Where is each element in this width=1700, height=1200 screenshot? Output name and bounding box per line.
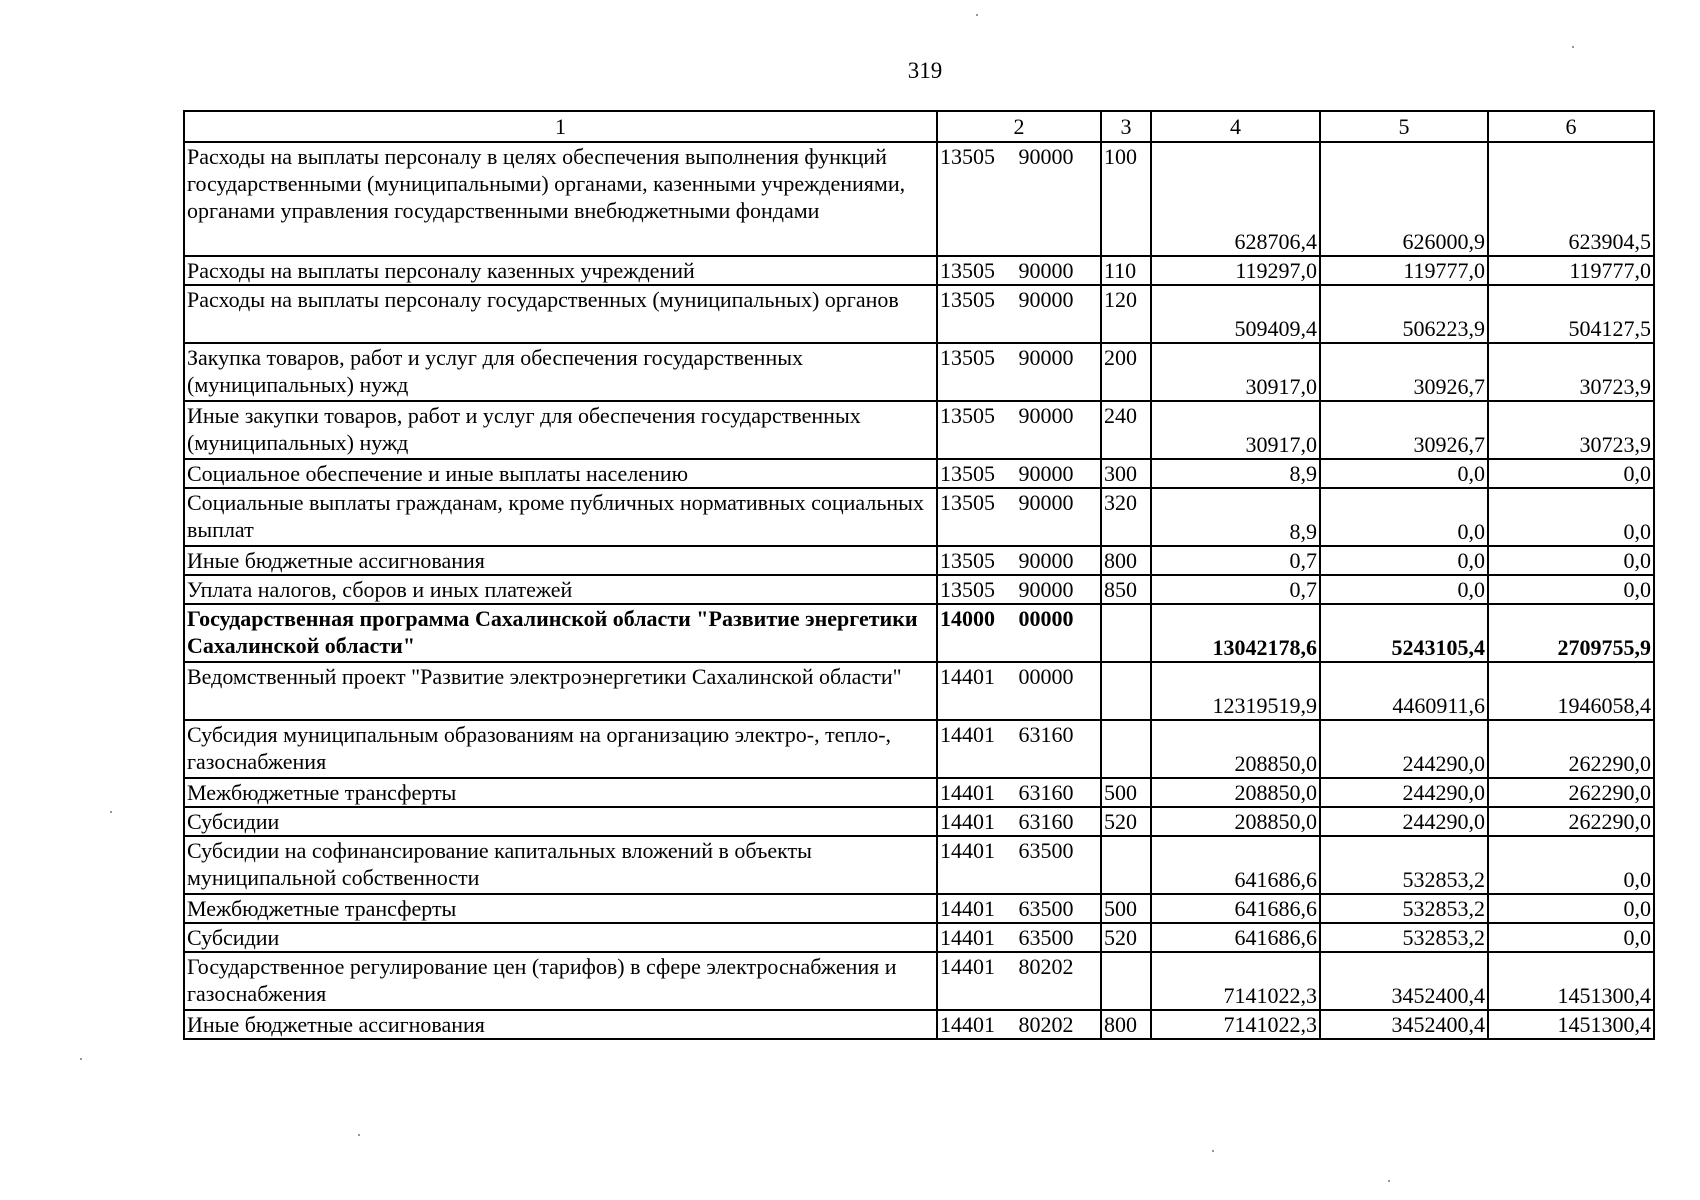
scan-speck (1572, 46, 1574, 48)
row-name: Субсидии (184, 923, 937, 952)
row-value-4: 208850,0 (1151, 720, 1320, 778)
row-value-6: 262290,0 (1488, 778, 1654, 807)
row-value-5: 532853,2 (1320, 923, 1488, 952)
row-value-4: 0,7 (1151, 546, 1320, 575)
row-value-5: 0,0 (1320, 488, 1488, 546)
row-value-6: 2709755,9 (1488, 604, 1654, 662)
row-name: Государственная программа Сахалинской области "Развитие энергетики Сахалинской области" (184, 604, 937, 662)
row-expense-type: 520 (1101, 923, 1151, 952)
row-value-4: 641686,6 (1151, 894, 1320, 923)
row-expense-type: 800 (1101, 546, 1151, 575)
row-value-5: 119777,0 (1320, 256, 1488, 285)
row-expense-type: 500 (1101, 778, 1151, 807)
row-code: 13505 90000 (937, 546, 1101, 575)
row-code: 14401 80202 (937, 1010, 1101, 1039)
row-value-5: 244290,0 (1320, 720, 1488, 778)
row-expense-type (1101, 662, 1151, 720)
row-code: 13505 90000 (937, 256, 1101, 285)
row-value-5: 3452400,4 (1320, 1010, 1488, 1039)
row-value-6: 0,0 (1488, 459, 1654, 488)
table-row (184, 720, 1654, 778)
table-row (184, 604, 1654, 662)
row-value-4: 30917,0 (1151, 343, 1320, 401)
row-value-4: 119297,0 (1151, 256, 1320, 285)
table-row (184, 836, 1654, 894)
row-value-4: 509409,4 (1151, 285, 1320, 343)
table-row (184, 894, 1654, 923)
row-value-6: 623904,5 (1488, 142, 1654, 256)
row-value-4: 0,7 (1151, 575, 1320, 604)
row-value-6: 0,0 (1488, 923, 1654, 952)
table-row (184, 778, 1654, 807)
table-row (184, 142, 1654, 256)
row-expense-type: 500 (1101, 894, 1151, 923)
row-code: 13505 90000 (937, 285, 1101, 343)
row-value-4: 12319519,9 (1151, 662, 1320, 720)
row-value-4: 208850,0 (1151, 807, 1320, 836)
row-value-6: 0,0 (1488, 488, 1654, 546)
row-value-6: 30723,9 (1488, 401, 1654, 459)
row-value-5: 30926,7 (1320, 343, 1488, 401)
table-row (184, 546, 1654, 575)
row-expense-type: 120 (1101, 285, 1151, 343)
row-value-4: 8,9 (1151, 459, 1320, 488)
row-expense-type: 110 (1101, 256, 1151, 285)
page-number: 319 (907, 58, 943, 83)
row-value-4: 7141022,3 (1151, 952, 1320, 1010)
table-row (184, 662, 1654, 720)
row-value-6: 30723,9 (1488, 343, 1654, 401)
row-code: 14401 63500 (937, 836, 1101, 894)
row-value-5: 506223,9 (1320, 285, 1488, 343)
row-value-6: 0,0 (1488, 894, 1654, 923)
row-name: Межбюджетные трансферты (184, 778, 937, 807)
row-value-5: 0,0 (1320, 459, 1488, 488)
column-header-3: 3 (1101, 111, 1151, 142)
row-value-6: 262290,0 (1488, 807, 1654, 836)
scan-speck (80, 1058, 82, 1060)
row-expense-type: 100 (1101, 142, 1151, 256)
scan-speck (976, 14, 978, 16)
row-expense-type (1101, 604, 1151, 662)
row-name: Закупка товаров, работ и услуг для обеспечения государственных (муниципальных) нужд (184, 343, 937, 401)
scan-speck (358, 1134, 360, 1136)
row-value-5: 532853,2 (1320, 894, 1488, 923)
column-header-6: 6 (1488, 111, 1654, 142)
row-name: Иные бюджетные ассигнования (184, 1010, 937, 1039)
row-value-4: 208850,0 (1151, 778, 1320, 807)
row-expense-type (1101, 720, 1151, 778)
row-code: 13505 90000 (937, 343, 1101, 401)
row-value-4: 641686,6 (1151, 923, 1320, 952)
row-value-6: 504127,5 (1488, 285, 1654, 343)
row-code: 14401 00000 (937, 662, 1101, 720)
row-value-6: 119777,0 (1488, 256, 1654, 285)
row-expense-type (1101, 836, 1151, 894)
row-name: Иные закупки товаров, работ и услуг для обеспечения государственных (муниципальных) нужд (184, 401, 937, 459)
row-value-6: 0,0 (1488, 546, 1654, 575)
row-code: 14000 00000 (937, 604, 1101, 662)
row-code: 13505 90000 (937, 575, 1101, 604)
column-header-4: 4 (1151, 111, 1320, 142)
row-code: 13505 90000 (937, 142, 1101, 256)
row-name: Иные бюджетные ассигнования (184, 546, 937, 575)
scan-speck (1388, 1180, 1390, 1182)
table-header-row (184, 111, 1654, 142)
row-value-4: 7141022,3 (1151, 1010, 1320, 1039)
row-name: Государственное регулирование цен (тарифов) в сфере электроснабжения и газоснабжения (184, 952, 937, 1010)
row-code: 14401 63160 (937, 778, 1101, 807)
row-value-4: 641686,6 (1151, 836, 1320, 894)
scan-speck (1212, 1150, 1214, 1152)
row-name: Уплата налогов, сборов и иных платежей (184, 575, 937, 604)
table-row (184, 256, 1654, 285)
row-value-5: 5243105,4 (1320, 604, 1488, 662)
row-value-5: 4460911,6 (1320, 662, 1488, 720)
table-row (184, 285, 1654, 343)
row-code: 13505 90000 (937, 401, 1101, 459)
row-expense-type: 320 (1101, 488, 1151, 546)
row-value-5: 0,0 (1320, 546, 1488, 575)
row-value-6: 0,0 (1488, 836, 1654, 894)
row-code: 13505 90000 (937, 488, 1101, 546)
row-expense-type: 520 (1101, 807, 1151, 836)
column-header-2: 2 (937, 111, 1101, 142)
row-name: Расходы на выплаты персоналу государственных (муниципальных) органов (184, 285, 937, 343)
row-expense-type: 800 (1101, 1010, 1151, 1039)
row-value-4: 13042178,6 (1151, 604, 1320, 662)
row-name: Расходы на выплаты персоналу в целях обеспечения выполнения функций государственными (муниципальными) органами, казенными учреждениями, органами управления государственными внебюджетными фондами (184, 142, 937, 256)
row-name: Субсидия муниципальным образованиям на организацию электро-, тепло-, газоснабжения (184, 720, 937, 778)
row-value-4: 8,9 (1151, 488, 1320, 546)
row-name: Социальные выплаты гражданам, кроме публичных нормативных социальных выплат (184, 488, 937, 546)
row-value-6: 262290,0 (1488, 720, 1654, 778)
row-value-5: 3452400,4 (1320, 952, 1488, 1010)
row-code: 14401 63160 (937, 807, 1101, 836)
row-name: Субсидии на софинансирование капитальных вложений в объекты муниципальной собственности (184, 836, 937, 894)
table-row (184, 923, 1654, 952)
row-value-6: 0,0 (1488, 575, 1654, 604)
row-value-5: 626000,9 (1320, 142, 1488, 256)
table-row (184, 488, 1654, 546)
table-row (184, 401, 1654, 459)
row-value-6: 1451300,4 (1488, 952, 1654, 1010)
row-code: 14401 63160 (937, 720, 1101, 778)
column-header-1: 1 (184, 111, 937, 142)
row-code: 13505 90000 (937, 459, 1101, 488)
scan-speck (110, 811, 112, 813)
row-value-5: 30926,7 (1320, 401, 1488, 459)
row-value-4: 628706,4 (1151, 142, 1320, 256)
row-expense-type: 240 (1101, 401, 1151, 459)
row-value-5: 244290,0 (1320, 778, 1488, 807)
row-value-6: 1946058,4 (1488, 662, 1654, 720)
column-header-5: 5 (1320, 111, 1488, 142)
row-name: Субсидии (184, 807, 937, 836)
table-row (184, 1010, 1654, 1039)
row-expense-type (1101, 952, 1151, 1010)
row-code: 14401 63500 (937, 923, 1101, 952)
row-name: Межбюджетные трансферты (184, 894, 937, 923)
row-name: Расходы на выплаты персоналу казенных учреждений (184, 256, 937, 285)
row-expense-type: 850 (1101, 575, 1151, 604)
table-row (184, 807, 1654, 836)
row-value-6: 1451300,4 (1488, 1010, 1654, 1039)
row-name: Социальное обеспечение и иные выплаты населению (184, 459, 937, 488)
row-value-5: 244290,0 (1320, 807, 1488, 836)
row-value-5: 0,0 (1320, 575, 1488, 604)
row-value-5: 532853,2 (1320, 836, 1488, 894)
row-value-4: 30917,0 (1151, 401, 1320, 459)
budget-table (183, 110, 1655, 1040)
row-code: 14401 63500 (937, 894, 1101, 923)
row-name: Ведомственный проект "Развитие электроэнергетики Сахалинской области" (184, 662, 937, 720)
table-row (184, 459, 1654, 488)
row-expense-type: 300 (1101, 459, 1151, 488)
row-code: 14401 80202 (937, 952, 1101, 1010)
table-row (184, 343, 1654, 401)
row-expense-type: 200 (1101, 343, 1151, 401)
table-row (184, 952, 1654, 1010)
table-row (184, 575, 1654, 604)
